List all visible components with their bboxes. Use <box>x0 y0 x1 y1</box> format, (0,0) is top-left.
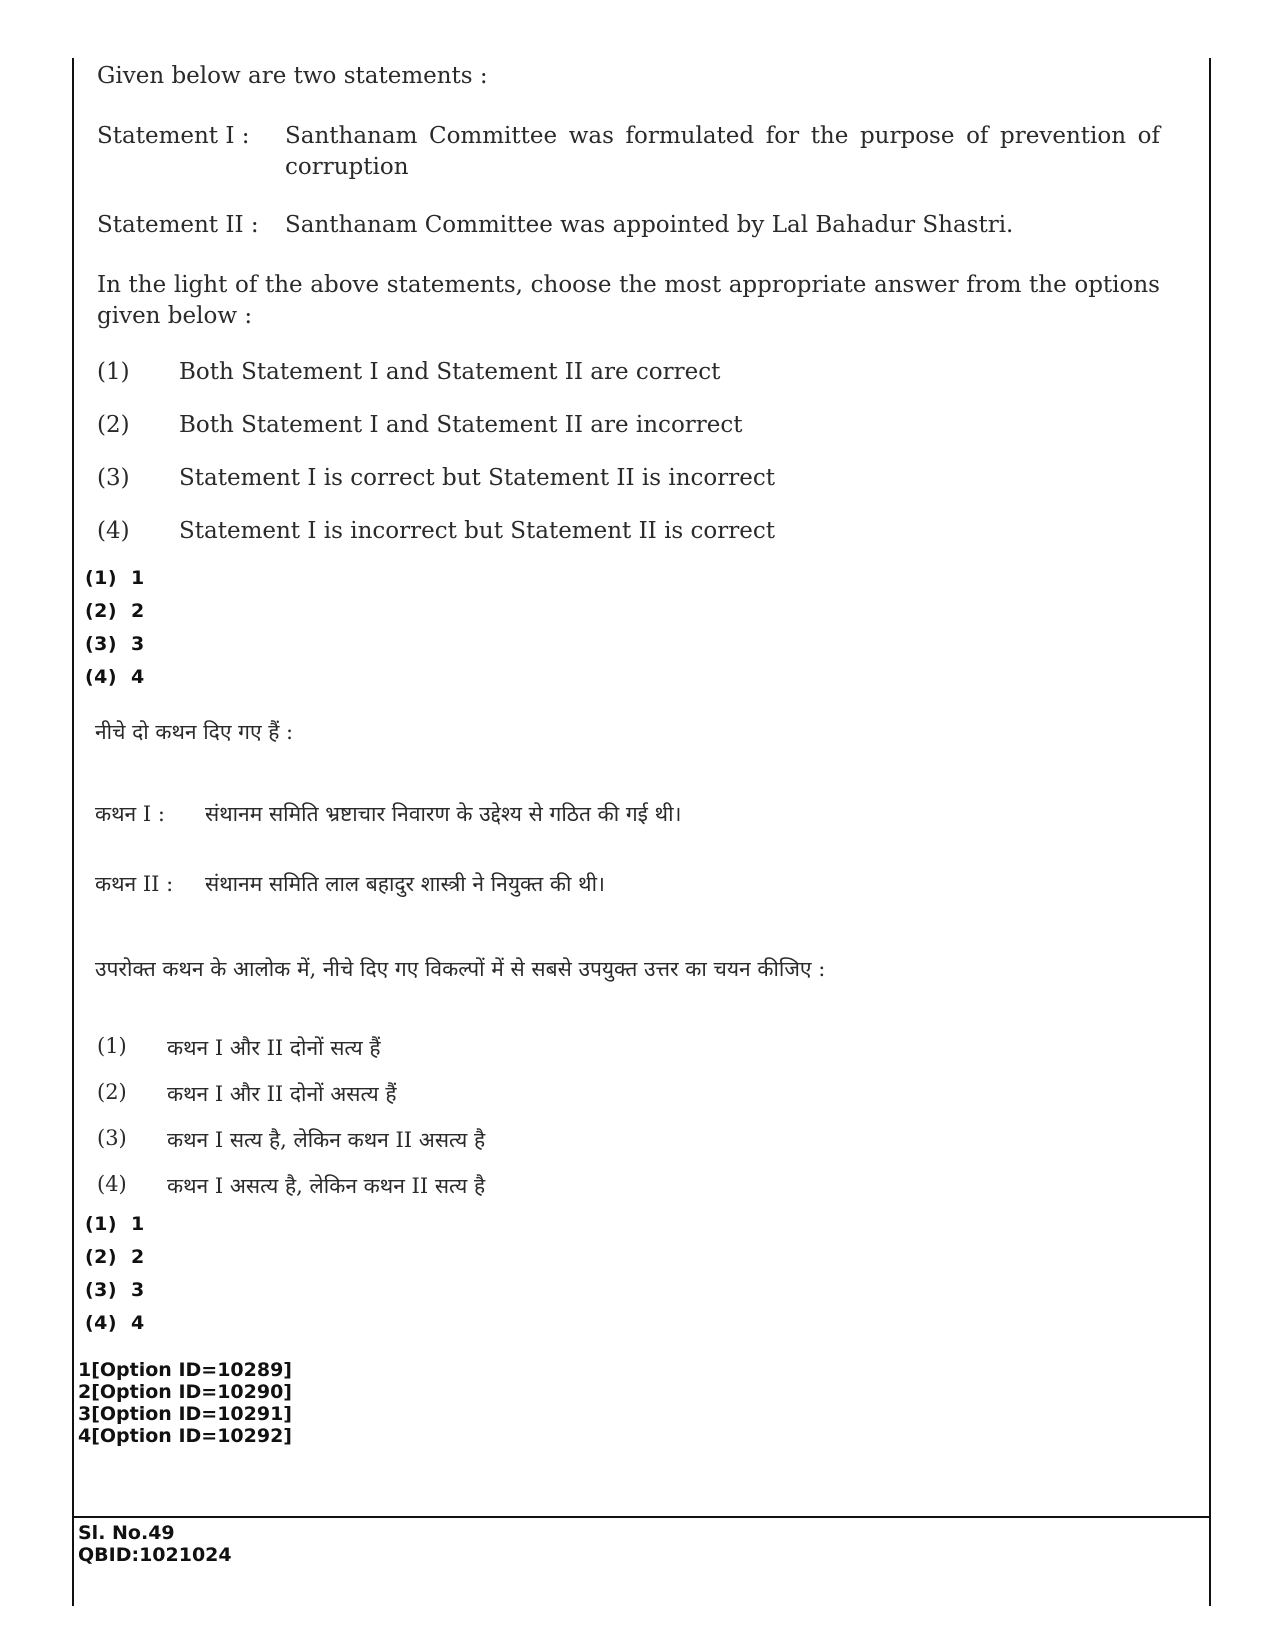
en-short-option: (3) 3 <box>85 633 145 655</box>
hi-option-num: (1) <box>97 1034 127 1058</box>
en-option-num: (3) <box>97 465 130 491</box>
en-option-num: (2) <box>97 412 130 438</box>
hi-option-text: कथन I असत्य है, लेकिन कथन II सत्य है <box>167 1174 486 1198</box>
en-short-option: (1) 1 <box>85 567 145 589</box>
page-border-left <box>72 58 74 1606</box>
hi-statement2-label: कथन II : <box>95 872 174 896</box>
en-statement2-label: Statement II : <box>97 212 259 238</box>
hi-statement2-text: संथानम समिति लाल बहादुर शास्त्री ने नियुक्त की थी। <box>205 872 605 896</box>
hi-instruction: उपरोक्त कथन के आलोक में, नीचे दिए गए विकल्पों में से सबसे उपयुक्त उत्तर का चयन कीजिए : <box>95 957 826 981</box>
hi-option-num: (3) <box>97 1126 127 1150</box>
hi-statement1-label: कथन I : <box>95 802 165 826</box>
option-id-list <box>78 1359 292 1447</box>
option-id: 4[Option ID=10292] <box>78 1425 292 1447</box>
en-option-text: Statement I is correct but Statement II is incorrect <box>179 465 776 491</box>
en-short-option: (2) 2 <box>85 600 145 622</box>
option-id: 2[Option ID=10290] <box>78 1381 292 1403</box>
en-option-text: Both Statement I and Statement II are incorrect <box>179 412 743 438</box>
en-option-text: Both Statement I and Statement II are correct <box>179 359 721 385</box>
hi-option-num: (4) <box>97 1172 127 1196</box>
en-option-num: (4) <box>97 518 130 544</box>
hi-short-option: (2) 2 <box>85 1246 145 1268</box>
en-option-num: (1) <box>97 359 130 385</box>
option-id: 1[Option ID=10289] <box>78 1359 292 1381</box>
hi-option-text: कथन I और II दोनों असत्य हैं <box>167 1082 397 1106</box>
question-separator <box>72 1516 1211 1518</box>
en-instruction: In the light of the above statements, choose the most appropriate answer from the options given below : <box>97 272 1160 329</box>
next-question-header <box>78 1522 232 1566</box>
en-short-option: (4) 4 <box>85 666 145 688</box>
en-intro: Given below are two statements : <box>97 63 488 89</box>
en-option-text: Statement I is incorrect but Statement II is correct <box>179 518 776 544</box>
hi-short-option: (4) 4 <box>85 1312 145 1334</box>
option-id: 3[Option ID=10291] <box>78 1403 292 1425</box>
page-border-right <box>1209 58 1211 1606</box>
hi-option-num: (2) <box>97 1080 127 1104</box>
en-statement1-label: Statement I : <box>97 123 250 149</box>
en-statement2-text: Santhanam Committee was appointed by Lal Bahadur Shastri. <box>285 212 1014 238</box>
serial-number: Sl. No.49 <box>78 1522 175 1544</box>
en-statement1-text: Santhanam Committee was formulated for the purpose of prevention of corruption <box>285 123 1160 180</box>
hi-option-text: कथन I सत्य है, लेकिन कथन II असत्य है <box>167 1128 486 1152</box>
hi-short-option: (3) 3 <box>85 1279 145 1301</box>
hi-option-text: कथन I और II दोनों सत्य हैं <box>167 1036 381 1060</box>
hi-short-option: (1) 1 <box>85 1213 145 1235</box>
hi-statement1-text: संथानम समिति भ्रष्टाचार निवारण के उद्देश्य से गठित की गई थी। <box>205 802 682 826</box>
hi-intro: नीचे दो कथन दिए गए हैं : <box>95 720 294 744</box>
qbid: QBID:1021024 <box>78 1544 232 1566</box>
